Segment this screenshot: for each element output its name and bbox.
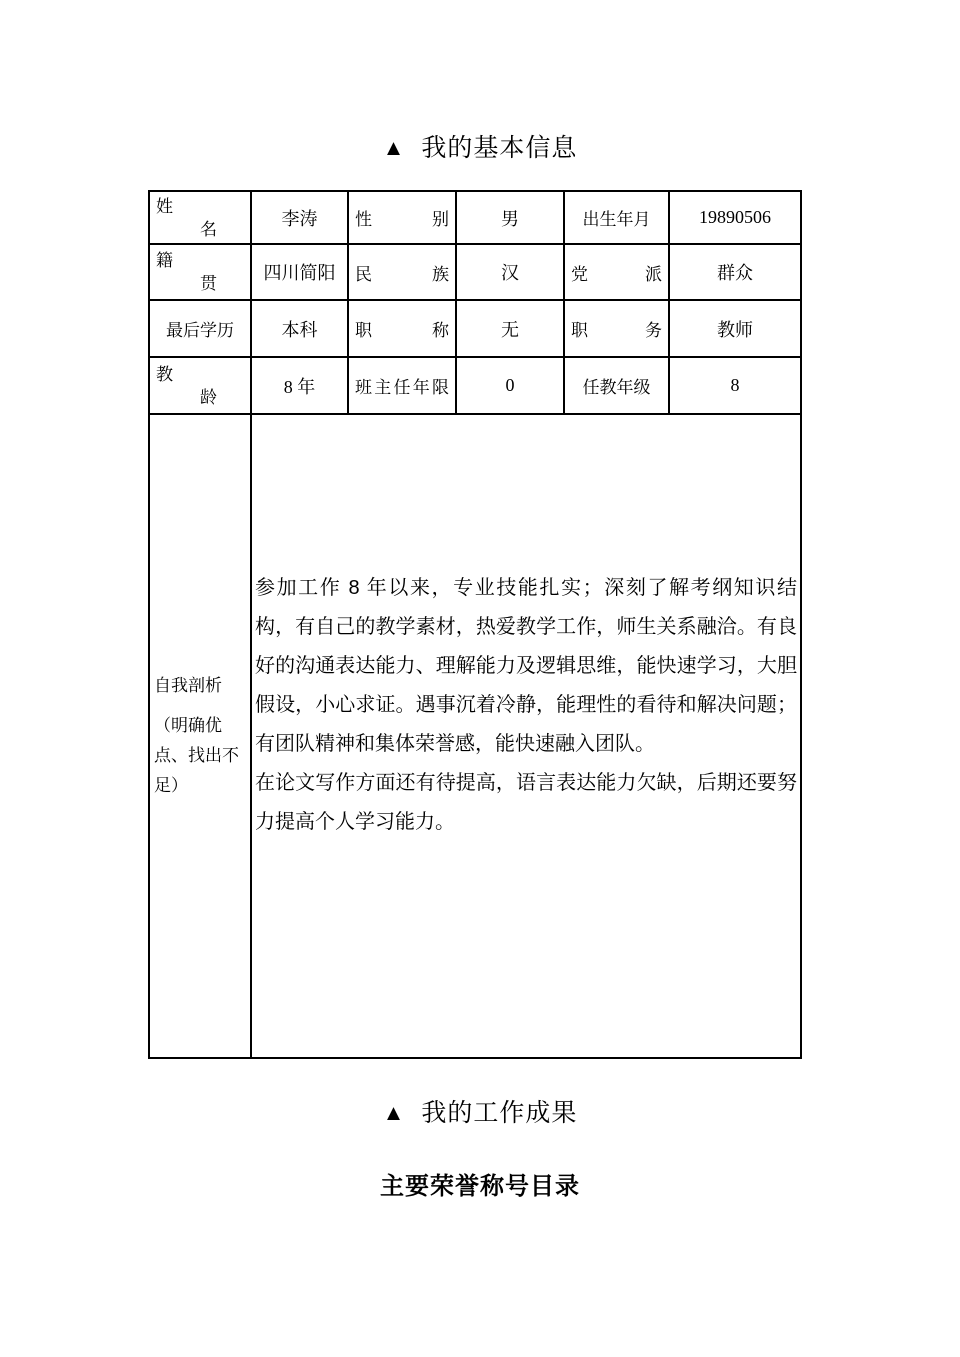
gender-value-cell: 男 xyxy=(456,191,564,244)
self-analysis-paragraph-1: 参加工作 8 年以来，专业技能扎实；深刻了解考纲知识结构，有自己的教学素材，热爱教学工作，师生关系融洽。有良好的沟通表达能力、理解能力及逻辑思维，能快速学习，大胆假设，小心求证。遇事沉着冷静，能理性的看待和解决问题；有团队精神和集体荣誉感，能快速融入团队。 xyxy=(255,576,797,755)
table-row xyxy=(149,191,801,244)
education-label-cell: 最后学历 xyxy=(149,300,251,357)
ethnicity-value-cell: 汉 xyxy=(456,244,564,300)
title-label-cell xyxy=(348,300,456,357)
title-label: 职称 xyxy=(355,321,449,340)
name-label-cell xyxy=(149,191,251,244)
party-label: 党派 xyxy=(571,264,662,284)
hometown-label-cell xyxy=(149,244,251,300)
triangle-marker-icon: ▲ xyxy=(382,135,406,160)
party-label-cell xyxy=(564,244,669,300)
section-heading-basic-info xyxy=(0,128,960,164)
triangle-marker-icon: ▲ xyxy=(382,1100,406,1125)
table-row xyxy=(149,414,801,1058)
hometown-label-line2: 贯 xyxy=(200,274,217,293)
gender-label: 性别 xyxy=(355,210,449,229)
ethnicity-label: 民族 xyxy=(355,264,449,284)
birthdate-value-cell: 19890506 xyxy=(669,191,801,244)
grade-taught-value-cell: 8 xyxy=(669,357,801,414)
name-label-line2: 名 xyxy=(200,219,217,239)
section-heading-achievements xyxy=(0,1093,960,1129)
position-value-cell: 教师 xyxy=(669,300,801,357)
table-row xyxy=(149,300,801,357)
position-label-cell xyxy=(564,300,669,357)
teaching-years-label-line1: 教 xyxy=(156,364,173,384)
section-heading-basic-info-text: 我的基本信息 xyxy=(421,135,578,162)
honors-subtitle: 主要荣誉称号目录 xyxy=(380,1174,580,1200)
name-label-line1: 姓 xyxy=(156,196,173,216)
name-value-cell: 李涛 xyxy=(251,191,348,244)
position-label: 职务 xyxy=(571,321,662,340)
self-analysis-text xyxy=(255,569,797,842)
title-value-cell: 无 xyxy=(456,300,564,357)
self-analysis-label-cell xyxy=(149,414,251,1058)
headteacher-years-label: 班主任年限 xyxy=(355,378,449,397)
teaching-years-label-cell xyxy=(149,357,251,414)
ethnicity-label-cell xyxy=(348,244,456,300)
teaching-years-value-cell: 8 年 xyxy=(251,357,348,414)
section-heading-achievements-text: 我的工作成果 xyxy=(421,1100,578,1127)
table-row xyxy=(149,357,801,414)
teaching-years-label-line2: 龄 xyxy=(200,387,217,407)
basic-info-table xyxy=(148,190,802,1059)
hometown-value-cell: 四川简阳 xyxy=(251,244,348,300)
self-analysis-content-cell xyxy=(251,414,801,1058)
headteacher-years-label-cell xyxy=(348,357,456,414)
self-analysis-note: （明确优 点、找出不 足） xyxy=(154,715,239,795)
headteacher-years-value-cell: 0 xyxy=(456,357,564,414)
birthdate-label-cell: 出生年月 xyxy=(564,191,669,244)
table-row xyxy=(149,244,801,300)
gender-label-cell xyxy=(348,191,456,244)
grade-taught-label-cell: 任教年级 xyxy=(564,357,669,414)
self-analysis-label: 自我剖析 xyxy=(154,675,222,695)
party-value-cell: 群众 xyxy=(669,244,801,300)
education-value-cell: 本科 xyxy=(251,300,348,357)
self-analysis-paragraph-2: 在论文写作方面还有待提高，语言表达能力欠缺，后期还要努力提高个人学习能力。 xyxy=(255,771,797,833)
hometown-label-line1: 籍 xyxy=(156,251,173,270)
